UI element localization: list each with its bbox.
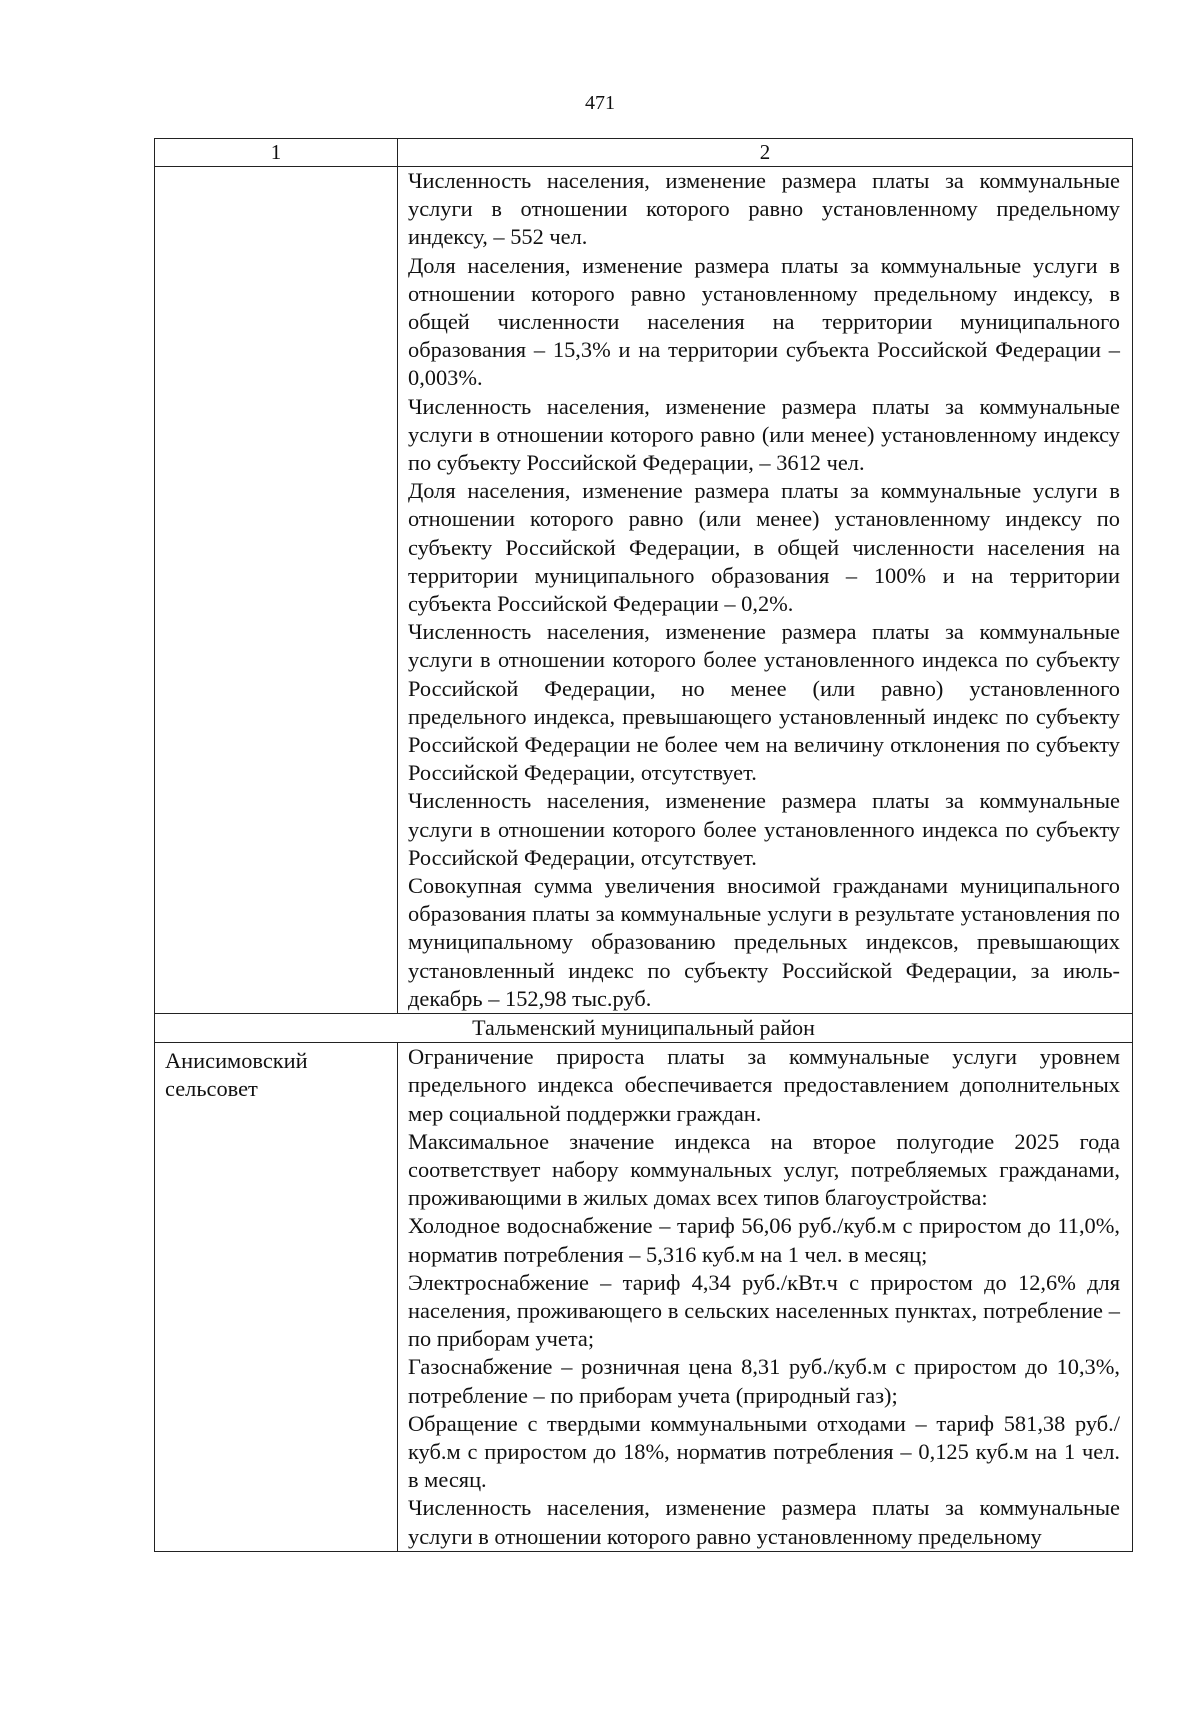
paragraph: Электроснабжение – тариф 4,34 руб./кВт.ч с приростом до 12,6% для населения, проживающего в сельских населенных пунктах, потребление – по приборам учета; [408,1269,1120,1352]
paragraph: Численность населения, изменение размера платы за коммунальные услуги в отношении которого равно установленному предельному индексу, – 552 чел. [408,168,1120,250]
page-number: 471 [585,92,615,114]
description-cell [398,1043,1133,1552]
paragraph: Доля населения, изменение размера платы за коммунальные услуги в отношении которого равно установленному предельному индексу, в общей численности населения на территории муниципального образования – 15,3% и на территории субъекта Российской Федерации – 0,003%. [408,252,1120,391]
municipality-cell: Анисимовский сельсовет [155,1043,398,1552]
paragraph: Численность населения, изменение размера платы за коммунальные услуги в отношении которого равно (или менее) установленному индексу по субъекту Российской Федерации, – 3612 чел. [408,393,1120,476]
paragraph: Газоснабжение – розничная цена 8,31 руб./куб.м с приростом до 10,3%, потребление – по приборам учета (природный газ); [408,1354,1120,1408]
table-row [155,167,1133,1014]
paragraph: Совокупная сумма увеличения вносимой гражданами муниципального образования платы за коммунальные услуги в результате установления по муниципальному образованию предельных индексов, превышающих установленный индекс по субъекту Российской Федерации, за июль-декабрь – 152,98 тыс.руб. [408,873,1120,1011]
document-table [154,138,1133,1552]
paragraph: Численность населения, изменение размера платы за коммунальные услуги в отношении которого более установленного индекса по субъекту Российской Федерации, отсутствует. [408,788,1120,870]
paragraph: Обращение с твердыми коммунальными отходами – тариф 581,38 руб./куб.м с приростом до 18%, норматив потребления – 0,125 куб.м на 1 чел. в месяц. [408,1410,1120,1493]
table-row [155,1043,1133,1552]
column-header-1: 1 [155,139,398,167]
district-section-title: Тальменский муниципальный район [155,1014,1133,1043]
description-cell [398,167,1133,1014]
paragraph: Ограничение прироста платы за коммунальные услуги уровнем предельного индекса обеспечивается предоставлением дополнительных мер социальной поддержки граждан. [408,1044,1120,1126]
paragraph: Доля населения, изменение размера платы за коммунальные услуги в отношении которого равно (или менее) установленному индексу по субъекту Российской Федерации, в общей численности населения на территории муниципального образования – 100% и на территории субъекта Российской Федерации – 0,2%. [408,478,1120,617]
column-header-2: 2 [398,139,1133,167]
paragraph: Численность населения, изменение размера платы за коммунальные услуги в отношении которого равно установленному предельному [408,1495,1120,1549]
municipality-cell [155,167,398,1014]
paragraph: Максимальное значение индекса на второе полугодие 2025 года соответствует набору коммунальных услуг, потребляемых гражданами, проживающими в жилых домах всех типов благоустройства: [408,1128,1120,1211]
paragraph: Численность населения, изменение размера платы за коммунальные услуги в отношении которого более установленного индекса по субъекту Российской Федерации, но менее (или равно) установленного предельного индекса, превышающего установленный индекс по субъекту Российской Федерации не более чем на величину отклонения по субъекту Российской Федерации, отсутствует. [408,619,1120,786]
section-row [155,1014,1133,1043]
paragraph: Холодное водоснабжение – тариф 56,06 руб./куб.м с приростом до 11,0%, норматив потребления – 5,316 куб.м на 1 чел. в месяц; [408,1213,1120,1267]
table-header-row [155,139,1133,167]
